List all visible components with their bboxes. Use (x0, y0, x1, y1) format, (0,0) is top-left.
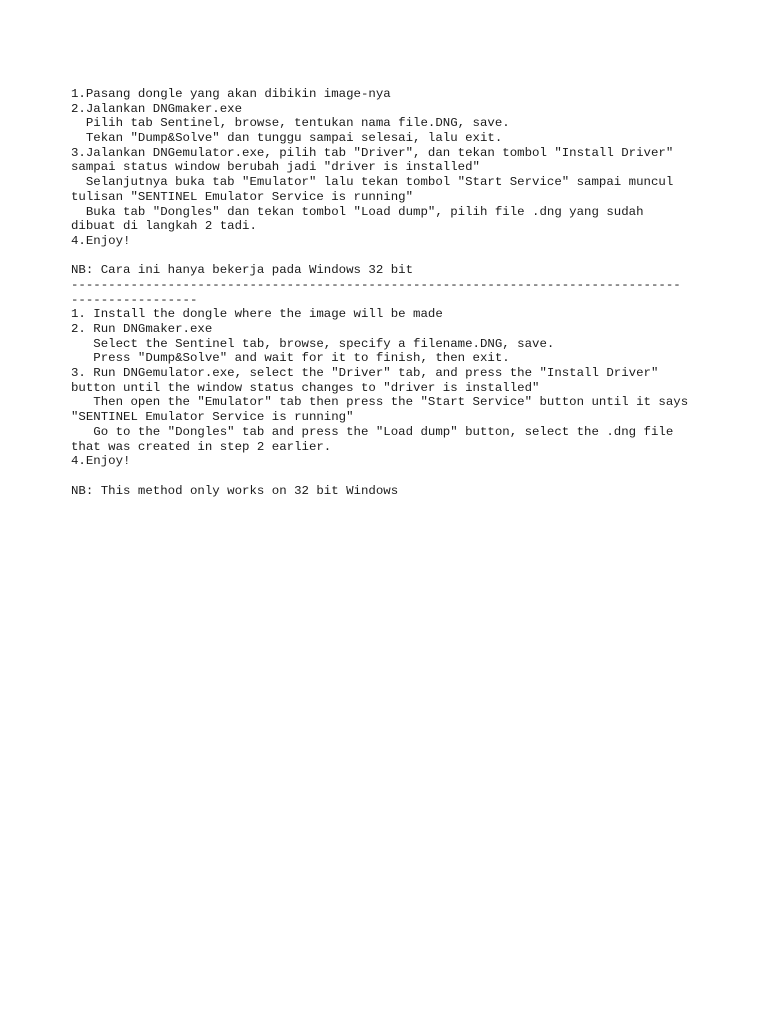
id-step-3: 3.Jalankan DNGemulator.exe, pilih tab "Driver", dan tekan tombol "Install Driver" (71, 145, 674, 160)
id-step-3-cont: sampai status window berubah jadi "driver is installed" (71, 160, 480, 175)
en-step-3-cont: button until the window status changes to "driver is installed" (71, 380, 540, 395)
id-step-3-sub-1: Selanjutnya buka tab "Emulator" lalu tekan tombol "Start Service" sampai muncul (71, 175, 674, 190)
en-step-3-sub-2-cont: that was created in step 2 earlier. (71, 439, 332, 454)
id-step-2: 2.Jalankan DNGmaker.exe (71, 101, 243, 116)
en-step-3-sub-2: Go to the "Dongles" tab and press the "Load dump" button, select the .dng file (71, 424, 674, 439)
en-step-1: 1. Install the dongle where the image will be made (71, 307, 443, 322)
id-step-3-sub-2-cont: dibuat di langkah 2 tadi. (71, 219, 257, 234)
en-step-2-sub-1: Select the Sentinel tab, browse, specify a filename.DNG, save. (71, 336, 555, 351)
id-step-2-sub-2: Tekan "Dump&Solve" dan tunggu sampai selesai, lalu exit. (71, 131, 503, 146)
en-step-3-sub-1-cont: "SENTINEL Emulator Service is running" (71, 410, 354, 425)
en-step-3-sub-1: Then open the "Emulator" tab then press the "Start Service" button until it says (71, 395, 689, 410)
separator-line-wrap: ----------------- (71, 292, 198, 307)
id-note: NB: Cara ini hanya bekerja pada Windows 32 bit (71, 263, 414, 278)
id-step-3-sub-2: Buka tab "Dongles" dan tekan tombol "Load dump", pilih file .dng yang sudah (71, 204, 644, 219)
separator-line: ---------------------------------------------------------------------------------- (71, 277, 681, 292)
blank-line (71, 249, 761, 264)
en-note: NB: This method only works on 32 bit Windows (71, 483, 399, 498)
document-page (71, 87, 761, 498)
id-step-4: 4.Enjoy! (71, 233, 131, 248)
blank-line (71, 469, 761, 484)
id-step-3-sub-1-cont: tulisan "SENTINEL Emulator Service is running" (71, 189, 414, 204)
en-step-3: 3. Run DNGemulator.exe, select the "Driver" tab, and press the "Install Driver" (71, 366, 659, 381)
id-step-2-sub-1: Pilih tab Sentinel, browse, tentukan nama file.DNG, save. (71, 116, 510, 131)
en-step-2-sub-2: Press "Dump&Solve" and wait for it to finish, then exit. (71, 351, 510, 366)
id-step-1: 1.Pasang dongle yang akan dibikin image-nya (71, 87, 391, 101)
en-step-2: 2. Run DNGmaker.exe (71, 322, 213, 336)
en-step-4: 4.Enjoy! (71, 454, 131, 469)
